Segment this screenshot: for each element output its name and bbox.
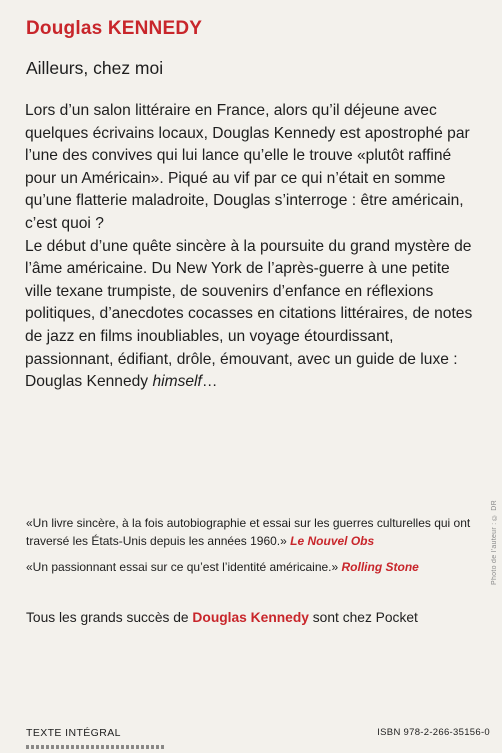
blurb-emphasis: himself: [152, 373, 202, 391]
blurb-text: [25, 100, 477, 394]
blurb-ellipsis: …: [201, 373, 218, 391]
press-quote-text: «Un livre sincère, à la fois autobiographie et essai sur les guerres culturelles qui ont traversé les États-Unis depuis les années 1960.»: [26, 516, 471, 548]
press-quote-2: [26, 558, 486, 576]
blurb-paragraph-2-main: Le début d’une quête sincère à la poursuite du grand mystère de l’âme américaine. Du New York de l’après-guerre à une petite ville texane trumpiste, de souvenirs d’enfance en réflexions politiques, d’anecdotes cocasses en citations littéraires, de notes de jazz en films inoubliables, un voyage étourdissant, passionnant, édifiant, drôle, émouvant, avec un guide de luxe : Douglas Kennedy: [25, 237, 473, 391]
pocket-line: [26, 610, 486, 625]
blurb-paragraph-2: [25, 236, 477, 394]
author-name: Douglas KENNEDY: [26, 18, 203, 39]
blurb-paragraph-1: Lors d’un salon littéraire en France, alors qu’il déjeune avec quelques écrivains locaux, Douglas Kennedy est apostrophé par l’une des convives qui lui lance qu’elle le trouve «plutôt raffiné pour un Américain». Piqué au vif par ce qui n’était en somme qu’une flatterie maladroite, Douglas s’interroge : être américain, c’est quoi ?: [25, 102, 470, 232]
isbn-number: ISBN 978-2-266-35156-0: [377, 727, 490, 738]
photo-credit: Photo de l’auteur : © DR: [491, 500, 498, 586]
press-quote-text: «Un passionnant essai sur ce qu’est l’identité américaine.»: [26, 560, 342, 574]
footer-band: [26, 745, 166, 749]
press-quote-source: Le Nouvel Obs: [290, 534, 375, 548]
texte-integral-label: TEXTE INTÉGRAL: [26, 727, 121, 739]
press-quote-1: [26, 514, 486, 550]
book-title: Ailleurs, chez moi: [26, 58, 164, 78]
pocket-line-after: sont chez Pocket: [308, 610, 418, 625]
pocket-line-author: Douglas Kennedy: [192, 610, 309, 625]
pocket-line-before: Tous les grands succès de: [26, 610, 193, 625]
press-quote-source: Rolling Stone: [341, 560, 419, 574]
